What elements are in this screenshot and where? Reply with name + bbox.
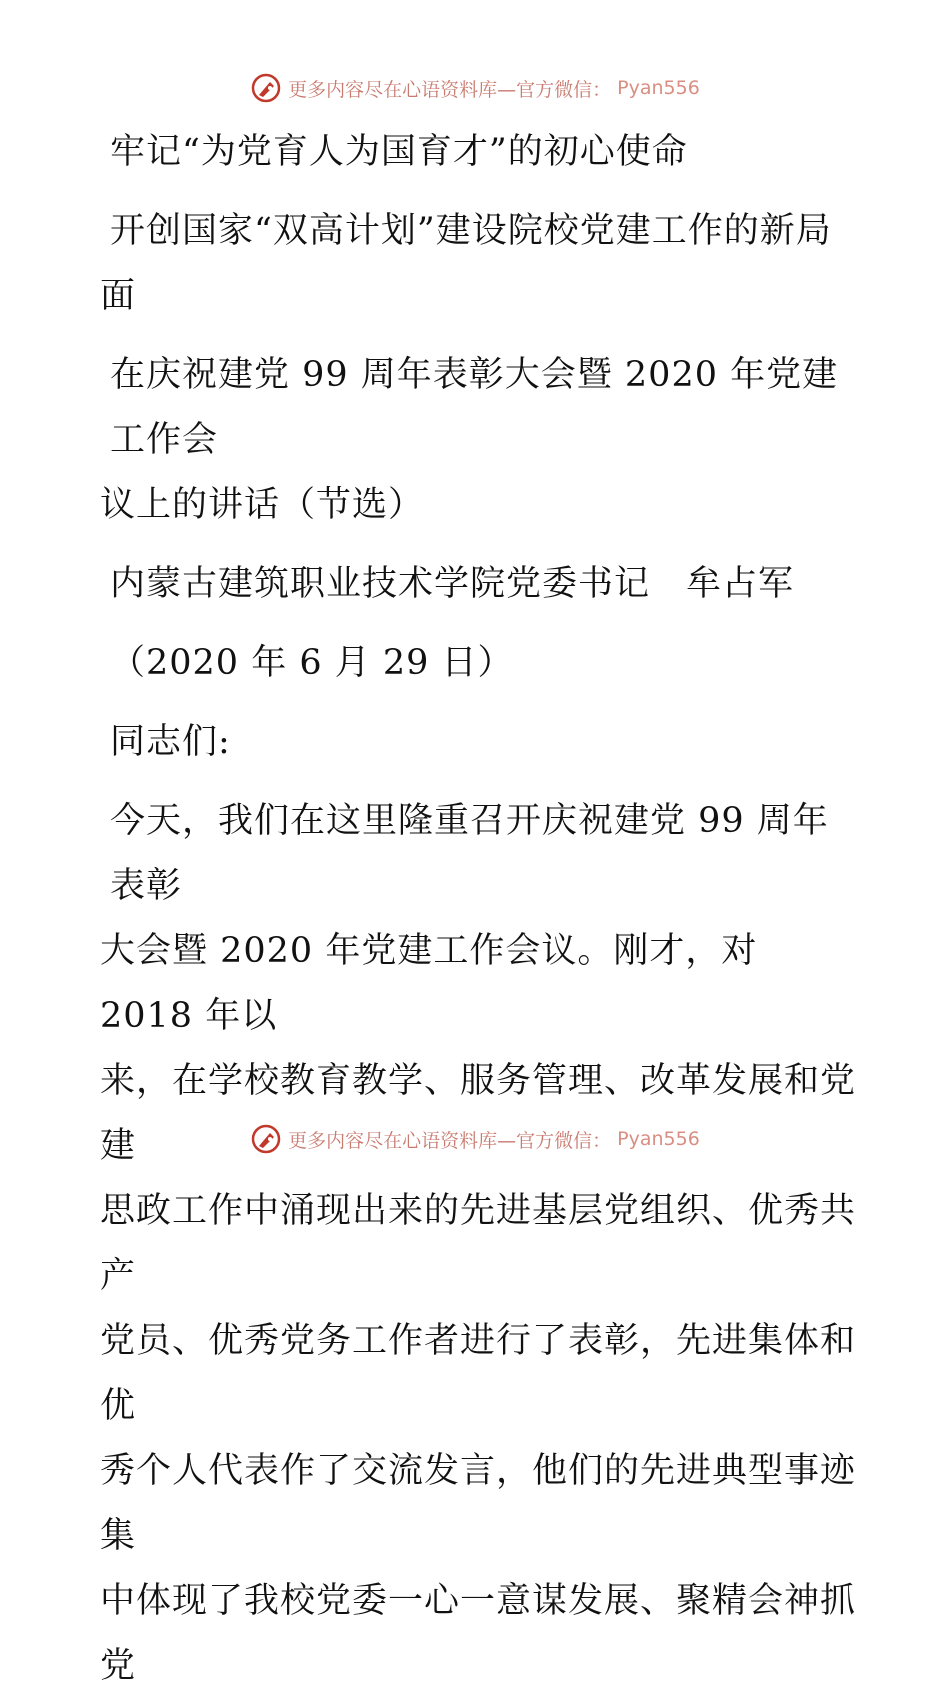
body-line: 中体现了我校党委一心一意谋发展、聚精会神抓党	[100, 1581, 857, 1686]
document-subtitle: 在庆祝建党 99 周年表彰大会暨 2020 年党建工作会	[110, 355, 839, 460]
watermark-wechat-id: Pyan556	[617, 1128, 700, 1150]
body-line: 大会暨 2020 年党建工作会议。刚才，对 2018 年以	[100, 931, 758, 1036]
watermark-wechat-id: Pyan556	[617, 77, 700, 99]
body-line: 来，在学校教育教学、服务管理、改革发展和党建	[100, 1061, 857, 1166]
footer-watermark	[0, 1123, 950, 1155]
body-line: 今天，我们在这里隆重召开庆祝建党 99 周年表彰	[110, 801, 829, 906]
watermark-text: 更多内容尽在心语资料库—官方微信：	[288, 1129, 612, 1152]
document-date: （2020 年 6 月 29 日）	[110, 643, 514, 683]
document-title-line2: 开创国家“双高计划”建设院校党建工作的新局	[110, 211, 832, 251]
header-watermark	[0, 72, 950, 104]
pen-nib-logo-icon	[250, 72, 282, 104]
document-salutation: 同志们:	[110, 722, 231, 762]
body-line: 党员、优秀党务工作者进行了表彰，先进集体和优	[100, 1321, 857, 1426]
document-author: 内蒙古建筑职业技术学院党委书记 牟占军	[110, 564, 795, 604]
watermark-text: 更多内容尽在心语资料库—官方微信：	[288, 78, 612, 101]
body-line: 思政工作中涌现出来的先进基层党组织、优秀共产	[100, 1191, 857, 1296]
document-subtitle-wrap: 议上的讲话（节选）	[100, 485, 425, 525]
document-body	[100, 120, 860, 1699]
body-line: 秀个人代表作了交流发言，他们的先进典型事迹集	[100, 1451, 857, 1556]
pen-nib-logo-icon	[250, 1123, 282, 1155]
document-title: 牢记“为党育人为国育才”的初心使命	[110, 132, 688, 172]
document-title-line2-wrap: 面	[100, 276, 137, 316]
